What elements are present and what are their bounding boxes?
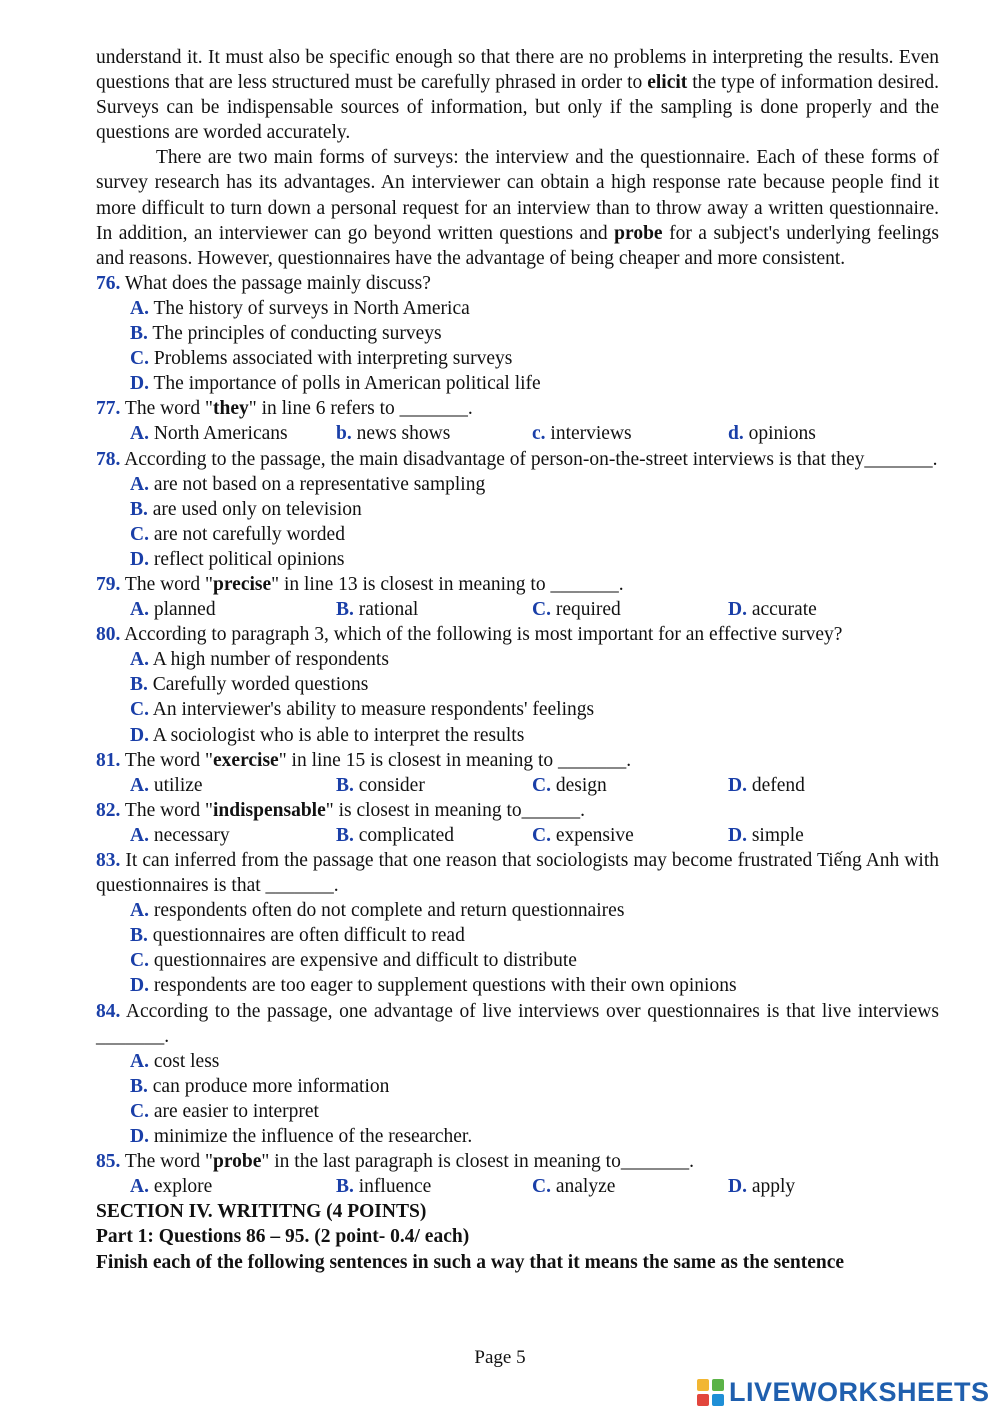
question-80-option-c[interactable]: C. An interviewer's ability to measure respondents' feelings [130,699,595,721]
question-84-option-b[interactable]: B. can produce more information [130,1075,390,1097]
question-79-option-d[interactable]: D. accurate [728,599,817,621]
question-79: 79. The word "precise" in line 13 is closest in meaning to _______. [96,573,624,595]
question-83-option-c[interactable]: C. questionnaires are expensive and difficult to distribute [130,950,577,972]
question-81-option-d[interactable]: D. defend [728,774,805,796]
question-77-option-c[interactable]: c. interviews [532,423,632,445]
question-82-option-d[interactable]: D. simple [728,824,804,846]
part-1-instruction: Finish each of the following sentences in such a way that it means the same as the sentence [96,1251,845,1273]
question-84: 84. According to the passage, one advantage of live interviews over questionnaires is that live interviews _______. [96,1000,939,1047]
question-83-option-a[interactable]: A. respondents often do not complete and return questionnaires [130,900,625,922]
liveworksheets-logo[interactable] [697,1376,990,1410]
question-82-option-a[interactable]: A. necessary [130,824,230,846]
question-80: 80. According to paragraph 3, which of the following is most important for an effective survey? [96,624,843,646]
question-83-option-d[interactable]: D. respondents are too eager to supplement questions with their own opinions [130,975,737,997]
liveworksheets-brand: LIVEWORKSHEETS [729,1377,990,1408]
question-81-option-b[interactable]: B. consider [336,774,425,796]
question-84-option-a[interactable]: A. cost less [130,1050,220,1072]
question-82-option-b[interactable]: B. complicated [336,824,455,846]
question-80-option-a[interactable]: A. A high number of respondents [130,649,389,671]
question-81-option-c[interactable]: C. design [532,774,607,796]
question-79-option-c[interactable]: C. required [532,599,621,621]
question-85-options [130,1174,939,1199]
question-76: 76. What does the passage mainly discuss? [96,272,431,294]
question-80-option-d[interactable]: D. A sociologist who is able to interpret the results [130,724,525,746]
question-76-option-b[interactable]: B. The principles of conducting surveys [130,323,442,345]
question-85-option-b[interactable]: B. influence [336,1176,432,1198]
question-77-option-a[interactable]: A. North Americans [130,423,288,445]
question-78-option-d[interactable]: D. reflect political opinions [130,548,345,570]
question-79-option-b[interactable]: B. rational [336,599,419,621]
question-82-options [130,823,939,848]
question-79-option-a[interactable]: A. planned [130,599,216,621]
question-81: 81. The word "exercise" in line 15 is closest in meaning to _______. [96,749,632,771]
question-78-option-b[interactable]: B. are used only on television [130,498,362,520]
question-77: 77. The word "they" in line 6 refers to _______. [96,398,473,420]
question-78-option-a[interactable]: A. are not based on a representative sampling [130,473,486,495]
page-number: Page 5 [474,1347,526,1368]
question-80-option-b[interactable]: B. Carefully worded questions [130,674,369,696]
question-76-option-c[interactable]: C. Problems associated with interpreting surveys [130,348,513,370]
question-82-option-c[interactable]: C. expensive [532,824,634,846]
question-82: 82. The word "indispensable" is closest in meaning to______. [96,799,586,821]
question-84-option-c[interactable]: C. are easier to interpret [130,1100,319,1122]
question-83: 83. It can inferred from the passage that one reason that sociologists may become frustrated Tiếng Anh with questionnaires is that _______. [96,850,939,897]
liveworksheets-logo-icon [697,1379,725,1407]
question-81-options [130,773,939,798]
passage-paragraph-1: understand it. It must also be specific enough so that there are no problems in interpreting the results. Even questions that are less structured must be carefully phrased in order to elicit the type of information desired. Surveys can be indispensable sources of information, but only if the sampling is done properly and the questions are worded accurately. [96,47,940,144]
question-76-option-d[interactable]: D. The importance of polls in American political life [130,373,541,395]
question-78-option-c[interactable]: C. are not carefully worded [130,523,345,545]
passage [96,45,939,271]
question-77-options [130,421,939,446]
part-1-title: Part 1: Questions 86 – 95. (2 point- 0.4/ each) [96,1226,470,1248]
question-81-option-a[interactable]: A. utilize [130,774,203,796]
question-77-option-d[interactable]: d. opinions [728,423,816,445]
question-77-option-b[interactable]: b. news shows [336,423,451,445]
worksheet-page [96,45,939,1275]
question-85-option-d[interactable]: D. apply [728,1176,796,1198]
question-84-option-d[interactable]: D. minimize the influence of the researcher. [130,1126,473,1148]
question-85-option-c[interactable]: C. analyze [532,1176,616,1198]
section-4-title: SECTION IV. WRITITNG (4 POINTS) [96,1201,427,1223]
passage-paragraph-2: There are two main forms of surveys: the interview and the questionnaire. Each of these forms of survey research has its advantages. An interviewer can obtain a high response rate because people find it more difficult to turn down a personal request for an interview than to throw away a written questionnaire. In addition, an interviewer can go beyond written questions and probe for a subject's underlying feelings and reasons. However, questionnaires have the advantage of being cheaper and more consistent. [96,147,939,269]
question-79-options [130,597,939,622]
question-85: 85. The word "probe" in the last paragraph is closest in meaning to_______. [96,1151,694,1173]
question-78: 78. According to the passage, the main disadvantage of person-on-the-street interviews is that they_______. [96,448,938,470]
question-83-option-b[interactable]: B. questionnaires are often difficult to read [130,925,465,947]
question-85-option-a[interactable]: A. explore [130,1176,213,1198]
question-76-option-a[interactable]: A. The history of surveys in North America [130,297,470,319]
